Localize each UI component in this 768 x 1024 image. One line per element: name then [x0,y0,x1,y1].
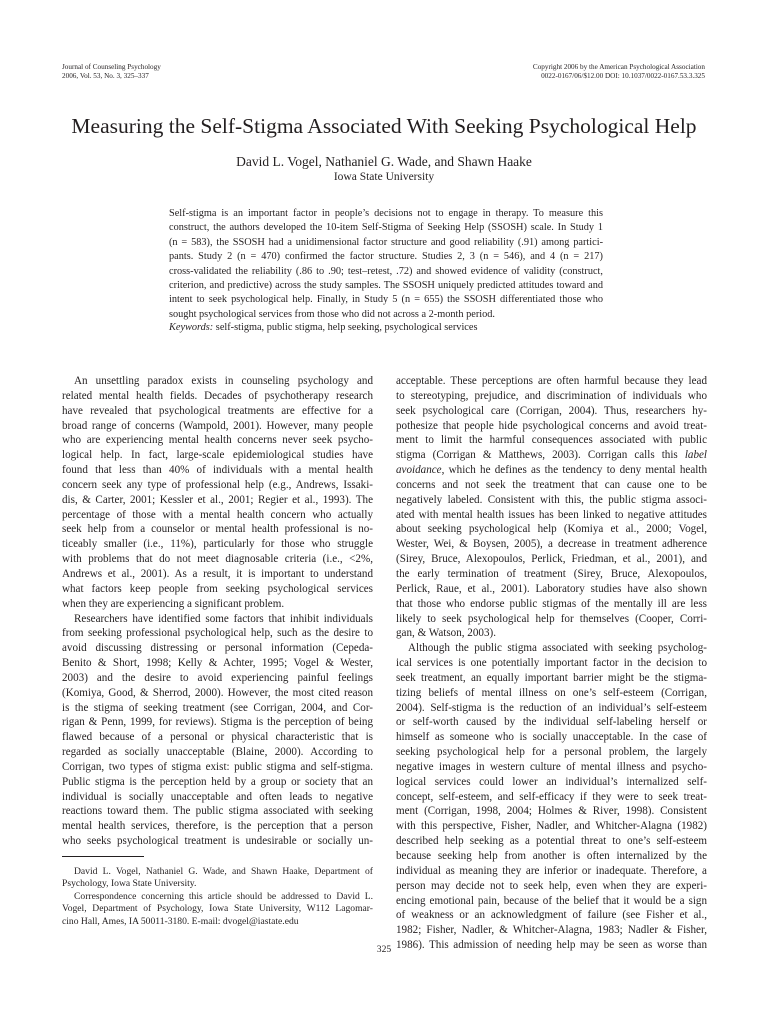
body-text-line: negative images in western culture of mental illness and psycho- [396,760,707,773]
body-text-line: 2004). Self-stigma is the reduction of an individual’s self-esteem [396,701,707,714]
body-text-line: 1986). This admission of needing help may be seen as worse than [396,939,707,952]
footnote-line: Vogel, Department of Psychology, Iowa State University, W112 Lagomar- [62,903,373,915]
body-text-line: Andrews et al., 2001). As a result, it is important to understand [62,567,373,580]
body-text-line: individual is socially unacceptable and often leads to negative [62,790,373,803]
footnote-line: Psychology, Iowa State University. [62,878,197,890]
body-text-line: from seeking professional psychological help, such as the desire to [62,627,373,640]
body-text-line: ment (Corrigan, 1998, 2004; Holmes & River, 1998). Consistent [396,805,707,818]
abstract-line: Self-stigma is an important factor in people’s decisions not to engage in therapy. To measure this [169,208,603,219]
body-text-line: avoidance, which he defines as the tendency to deny mental health [396,464,707,477]
body-text-line: Perlick, Raue, et al., 2001). Laboratory studies have also shown [396,582,707,595]
keywords-text: self-stigma, public stigma, help seeking, psychological services [213,322,478,333]
footnote-line: cino Hall, Ames, IA 50011-3180. E-mail: dvogel@iastate.edu [62,915,299,927]
body-text-line: encing emotional pain, because of the belief that it would be a sign [396,894,707,907]
body-text-line: An unsettling paradox exists in counseling psychology and [74,375,373,387]
abstract-line: sought psychological services from those who did not across a 2-month period. [169,308,496,320]
body-text-line: Corrigan, two types of stigma exist: public stigma and self-stigma. [62,760,373,773]
body-text-line: (Komiya, Good, & Sherrod, 2000). However, the most cited reason [62,686,373,699]
body-text-line: concern seek any type of professional help (e.g., Andrews, Issaki- [62,478,373,491]
body-text-line: seeking psychological help for a personal problem, the largely [396,746,707,759]
body-text-line: Public stigma is the perception held by a group or society that an [62,775,373,788]
abstract-line: criterion, and predictive) across the study samples. The SSOSH uniquely predicted attitudes toward and [169,280,603,292]
body-text-line: about seeking psychological help (Komiya et al., 2000; Vogel, [396,523,707,536]
body-text-line: to stereotyping, prejudice, and discrimination of individuals who [396,389,707,402]
abstract-line: intent to seek psychological help. Finally, in Study 5 (n = 655) the SSOSH differentiated those who [169,294,603,306]
body-text-line: when they are experiencing a significant problem. [62,597,285,610]
body-text-line: who are experiencing mental health concerns never seek psycho- [62,434,373,447]
body-text-line: himself as someone who is socially unacceptable. In the case of [396,731,707,744]
body-text-line: tizing beliefs of mental illness on one’s self-esteem (Corrigan, [396,686,707,699]
body-text-line: concept, self-esteem, and self-efficacy if they were to seek treat- [396,790,707,803]
body-text-line: concerns and not seek the treatment that can cause one to be [396,478,707,491]
body-text-line: related mental health fields. Decades of psychotherapy research [62,389,373,402]
journal-citation [62,63,161,80]
journal-volume: 2006, Vol. 53, No. 3, 325–337 [62,71,149,80]
body-text-line: the early termination of treatment (Sirey, Bruce, Alexopoulos, [396,567,707,580]
body-text-line: 2003) and the desire to avoid experiencing painful feelings [62,671,373,684]
body-text-line: reactions toward them. The public stigma associated with seeking [62,805,373,818]
journal-name: Journal of Counseling Psychology [62,63,161,71]
body-text-line: Wester, Wei, & Boysen, 2005), a decrease in treatment adherence [396,538,707,551]
body-text-line: acceptable. These perceptions are often harmful because they lead [396,375,707,387]
body-text-line: ment to limit the harmful consequences associated with public [396,434,707,447]
body-text-line: is the stigma of seeking treatment (see Corrigan, 2004, and Cor- [62,701,373,714]
body-text-line: found that less than 40% of individuals with a mental health [62,464,373,477]
body-text-line: because seeking help from another is often internalized by the [396,850,707,862]
body-text-line: described help seeking as a potential threat to one’s self-esteem [396,835,707,848]
body-text-line: ical services is one potentially important factor in the decision to [396,657,707,670]
body-text-line: 1982; Fisher, Nadler, & Whitcher-Alagna, 1983; Nadler & Fisher, [396,924,707,937]
body-text-line: avoid discussing distressing or personal information (Cepeda- [62,642,373,655]
body-text-line: that those who endorse public stigmas of the mentally ill are less [396,597,707,610]
body-text-line: Although the public stigma associated with seeking psycholog- [408,642,707,655]
emphasized-term: avoidance [396,464,442,477]
copyright-line: Copyright 2006 by the American Psychological Association [532,63,705,71]
body-text-line: Benito & Short, 1998; Kelly & Achter, 1995; Vogel & Wester, [62,657,373,670]
body-text-line: gan, & Watson, 2003). [396,627,496,640]
author-list: David L. Vogel, Nathaniel G. Wade, and Shawn Haake [236,154,532,169]
body-text-line: individual as meaning they are inferior or inadequate. Therefore, a [396,864,707,877]
abstract-line: pants. Study 2 (n = 470) confirmed the factor structure. Studies 2, 3 (n = 546), and 4 (n = 217) [169,251,603,263]
abstract [169,207,603,322]
page-number: 325 [376,944,392,955]
body-text-line: mental health services, therefore, is the perception that a person [62,820,373,833]
abstract-line: cross-validated the reliability (.86 to .90; test–retest, .72) and showed evidence of validity (construct, [169,265,603,277]
abstract-line: construct, the authors developed the 10-item Self-Stigma of Seeking Help (SSOSH) scale. In Study 1 [169,222,603,234]
emphasized-term: label [684,449,707,462]
body-text-line: stigma (Corrigan & Matthews, 2003). Corrigan calls this label [396,449,707,462]
body-text-line: percentage of those with a mental health concern who actually [62,508,373,521]
doi-line: 0022-0167/06/$12.00 DOI: 10.1037/0022-0167.53.3.325 [541,71,705,80]
body-text-line: what factors keep people from seeking psychological services [62,582,373,595]
body-text-line: with problems that do not meet diagnosable criteria (i.e., <2%, [62,553,373,566]
body-text-line: ated with mental health issues has been linked to negative attitudes [396,508,707,521]
footnote-line: David L. Vogel, Nathaniel G. Wade, and Shawn Haake, Department of [74,866,373,877]
abstract-line: (n = 583), the SSOSH had a unidimensional factor structure and good reliability (.91) among partici- [169,236,603,248]
body-text-line: who seeks psychological treatment is undesirable or socially un- [62,835,373,848]
body-text-line: pothesize that people hide psychological concerns and avoid treat- [396,419,707,432]
body-text-line: logical services could lower an individual’s internalized self- [396,775,707,788]
body-text-line: negatively labeled. Consistent with this, the public stigma associ- [396,493,707,506]
keywords [169,321,603,335]
body-text-line: likely to seek psychological help for themselves (Cooper, Corri- [396,612,707,625]
body-text-line: dis, & Carter, 2001; Kessler et al., 2001; Regier et al., 1993). The [62,493,373,506]
body-text-line: logical help. In fact, large-scale epidemiological studies have [62,449,373,462]
article-title: Measuring the Self-Stigma Associated With Seeking Psychological Help [71,114,697,138]
footnote-line: Correspondence concerning this article should be addressed to David L. [74,890,373,902]
footnote-divider [62,856,144,857]
body-column-right [396,374,707,953]
body-text-line: broad range of concerns (Wampold, 2001). However, many people [62,419,373,432]
body-text-line: seek help from a counselor or mental health professional is no- [62,523,373,536]
copyright-notice [533,63,705,80]
author-footnotes [62,866,373,928]
body-text-line: (Sirey, Bruce, Alexopoulos, Perlick, Friedman, et al., 2001), and [396,553,707,566]
body-text-line: rigan & Penn, 1999, for reviews). Stigma is the perception of being [62,716,373,729]
body-text-line: person may decide not to seek help, even when they are experi- [396,879,707,892]
body-text-line: with this perspective, Fisher, Nadler, and Whitcher-Alagna (1982) [396,820,707,833]
body-text-line: or self-worth caused by the individual self-labeling herself or [396,716,707,729]
body-text-line: ticeably smaller (i.e., 11%), particularly for those who struggle [62,538,373,551]
body-text-line: seek psychological care (Corrigan, 2004). Thus, researchers hy- [396,404,707,417]
author-affiliation: Iowa State University [333,171,435,183]
keywords-label: Keywords: [169,322,214,333]
body-text-line: flawed because of a personal or physical characteristic that is [62,731,373,744]
body-text-line: of weakness or an acknowledgment of failure (see Fisher et al., [396,909,707,922]
body-text-line: regarded as socially unacceptable (Blaine, 2000). According to [62,746,373,759]
body-text-line: seek treatment, an equally important barrier might be the stigma- [396,671,707,684]
body-text-line: have revealed that psychological treatments are effective for a [62,404,373,417]
body-column-left [62,374,373,849]
body-text-line: Researchers have identified some factors that inhibit individuals [74,612,373,625]
